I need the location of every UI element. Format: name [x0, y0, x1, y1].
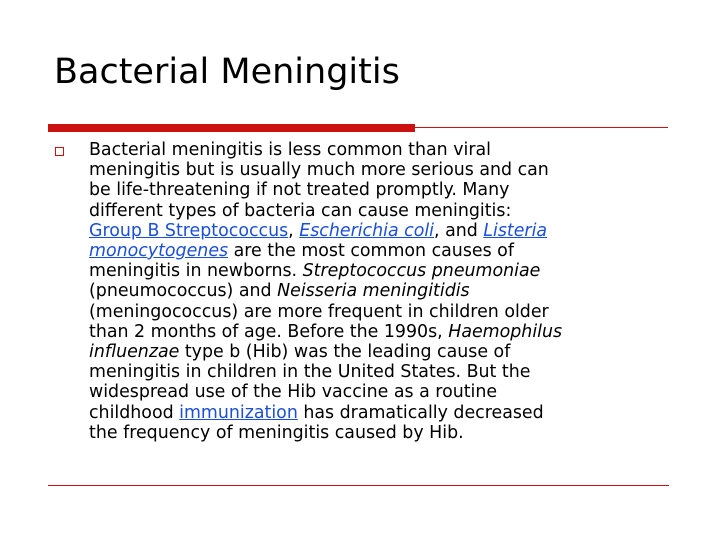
listeria-link[interactable]: Listeria [483, 220, 548, 241]
text-line [89, 140, 679, 160]
text-line [89, 382, 679, 402]
immunization-link[interactable]: immunization [179, 402, 298, 423]
slide-title: Bacterial Meningitis [54, 52, 400, 92]
text-run: meningitis but is usually much more serious and can [89, 160, 549, 181]
text-run: are the most common causes of [228, 241, 514, 262]
text-run: than 2 months of age. Before the 1990s, [89, 321, 449, 342]
text-line [89, 281, 679, 301]
text-line [89, 342, 679, 362]
text-line [89, 241, 679, 261]
group-b-streptococcus-link[interactable]: Group B Streptococcus [89, 220, 289, 241]
title-divider-thin [415, 127, 668, 128]
text-run: meningitis in newborns. [89, 261, 303, 282]
influenzae-text: influenzae [89, 342, 180, 363]
text-run: childhood [89, 402, 180, 423]
text-line [89, 221, 679, 241]
text-line [89, 322, 679, 342]
text-run: , and [434, 220, 484, 241]
escherichia-coli-link[interactable]: Escherichia coli [299, 220, 435, 241]
streptococcus-pneumoniae-text: Streptococcus pneumoniae [302, 261, 541, 282]
text-run: the frequency of meningitis caused by Hib. [89, 422, 464, 443]
neisseria-meningitidis-text: Neisseria meningitidis [277, 281, 470, 302]
hollow-square-bullet-icon [55, 147, 64, 156]
haemophilus-text: Haemophilus [448, 321, 563, 342]
text-run: (meningococcus) are more frequent in children older [89, 301, 549, 322]
text-run: has dramatically decreased [297, 402, 544, 423]
text-line [89, 362, 679, 382]
text-run: (pneumococcus) and [89, 281, 278, 302]
text-run: , [288, 220, 300, 241]
text-run: type b (Hib) was the leading cause of [179, 342, 511, 363]
text-run: different types of bacteria can cause meningitis: [89, 200, 512, 221]
text-line [89, 261, 679, 281]
text-run: Bacterial meningitis is less common than viral [89, 140, 491, 160]
text-line [89, 180, 679, 200]
bullet-paragraph [89, 140, 679, 443]
text-line [89, 403, 679, 423]
text-run: meningitis in children in the United States. But the [89, 362, 531, 383]
title-divider-thick [48, 124, 415, 132]
text-line [89, 302, 679, 322]
text-line [89, 423, 679, 443]
text-line [89, 160, 679, 180]
text-run: be life-threatening if not treated promptly. Many [89, 180, 510, 201]
footer-divider [48, 485, 669, 486]
text-run: widespread use of the Hib vaccine as a routine [89, 382, 498, 403]
text-line [89, 201, 679, 221]
listeria-monocytogenes-link[interactable]: monocytogenes [89, 241, 229, 262]
